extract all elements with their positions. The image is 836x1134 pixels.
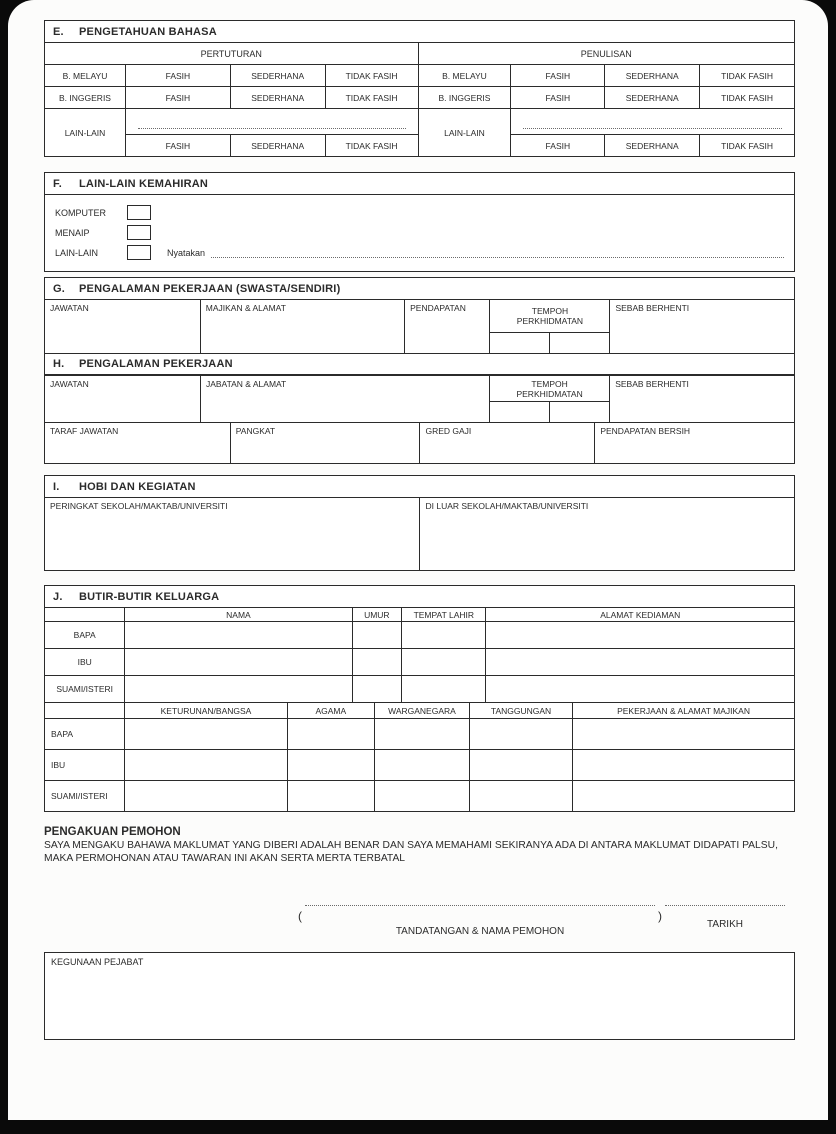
input-cell[interactable]	[375, 781, 469, 811]
option-melayu-writing-tidak-fasih[interactable]: TIDAK FASIH	[700, 65, 794, 86]
section-g-letter: G.	[53, 282, 66, 295]
row-label-suami-isteri: SUAMI/ISTERI	[45, 676, 124, 702]
checkbox-lain-lain[interactable]	[127, 245, 151, 260]
section-lain-lain-kemahiran	[44, 172, 795, 272]
input-cell[interactable]	[125, 719, 286, 749]
field-pangkat[interactable]	[231, 423, 420, 463]
section-h-title: PENGALAMAN PEKERJAAN	[79, 358, 233, 370]
input-cell[interactable]	[573, 719, 794, 749]
field-pendapatan-bersih[interactable]	[595, 423, 794, 463]
input-cell[interactable]	[125, 649, 351, 675]
section-f-title: LAIN-LAIN KEMAHIRAN	[79, 177, 209, 190]
input-cell[interactable]	[375, 719, 469, 749]
skill-label-menaip: MENAIP	[55, 227, 90, 238]
language-table	[45, 43, 794, 156]
declaration-title: PENGAKUAN PEMOHON	[44, 826, 181, 838]
signature-fill-line[interactable]	[305, 905, 655, 906]
option-inggeris-writing-tidak-fasih[interactable]: TIDAK FASIH	[700, 87, 794, 108]
skill-row-menaip	[55, 224, 784, 241]
field-hobi-sekolah[interactable]	[45, 498, 419, 570]
section-hobi-dan-kegiatan	[44, 475, 795, 571]
input-cell[interactable]	[402, 622, 485, 648]
lain-lain-writing-fill[interactable]	[511, 109, 794, 134]
g-experience-row	[45, 300, 794, 353]
option-lain-speaking-tidak-fasih[interactable]: TIDAK FASIH	[326, 135, 418, 156]
input-cell[interactable]	[573, 750, 794, 780]
field-label-peringkat-sekolah: PERINGKAT SEKOLAH/MAKTAB/UNIVERSITI	[50, 501, 228, 511]
input-cell[interactable]	[288, 750, 374, 780]
skill-row-komputer	[55, 204, 784, 221]
column-header-tanggungan: TANGGUNGAN	[470, 703, 572, 718]
option-melayu-writing-sederhana[interactable]: SEDERHANA	[605, 65, 699, 86]
form-page	[8, 0, 828, 1120]
field-label-tempoh-perkhidmatan: TEMPOH PERKHIDMATAN	[516, 306, 584, 326]
section-j-letter: J.	[53, 590, 63, 603]
input-cell[interactable]	[288, 781, 374, 811]
input-cell[interactable]	[125, 676, 351, 702]
tempoh-from-cell[interactable]	[490, 402, 549, 422]
input-cell[interactable]	[486, 676, 794, 702]
input-cell[interactable]	[353, 649, 402, 675]
option-melayu-writing-fasih[interactable]: FASIH	[511, 65, 604, 86]
section-pengalaman-pekerjaan	[44, 277, 795, 464]
row-label-bapa: BAPA	[45, 719, 124, 749]
tempoh-split-row	[490, 401, 609, 422]
option-lain-speaking-fasih[interactable]: FASIH	[126, 135, 230, 156]
tempoh-to-cell[interactable]	[549, 402, 609, 422]
column-group-penulisan: PENULISAN	[419, 43, 794, 64]
input-cell[interactable]	[470, 781, 572, 811]
section-g-title: PENGALAMAN PEKERJAAN (SWASTA/SENDIRI)	[79, 282, 341, 295]
section-j-header	[45, 586, 794, 608]
input-cell[interactable]	[353, 622, 402, 648]
field-g-jawatan[interactable]	[45, 300, 200, 353]
option-melayu-speaking-fasih[interactable]: FASIH	[126, 65, 230, 86]
section-i-letter: I.	[53, 480, 60, 493]
row-label-inggeris-speaking: B. INGGERIS	[45, 87, 125, 108]
family-table-2	[45, 702, 794, 811]
column-header-pekerjaan-alamat-majikan: PEKERJAAN & ALAMAT MAJIKAN	[573, 703, 794, 718]
section-e-letter: E.	[53, 25, 64, 38]
input-cell[interactable]	[402, 676, 485, 702]
section-h-letter: H.	[53, 358, 65, 370]
tempoh-to-cell[interactable]	[549, 333, 609, 353]
section-f-letter: F.	[53, 177, 62, 190]
dotted-fill-line[interactable]	[523, 114, 782, 129]
input-cell[interactable]	[125, 781, 286, 811]
nyatakan-fill-line[interactable]	[211, 248, 784, 258]
input-cell[interactable]	[375, 750, 469, 780]
corner-cell	[45, 703, 124, 718]
option-inggeris-writing-fasih[interactable]: FASIH	[511, 87, 604, 108]
field-h-jabatan-alamat[interactable]	[201, 376, 489, 422]
field-label-taraf-jawatan: TARAF JAWATAN	[50, 426, 119, 436]
row-label-suami-isteri: SUAMI/ISTERI	[45, 781, 124, 811]
field-label-tempoh-perkhidmatan: TEMPOH PERKHIDMATAN	[516, 378, 583, 399]
option-inggeris-writing-sederhana[interactable]: SEDERHANA	[605, 87, 699, 108]
field-taraf-jawatan[interactable]	[45, 423, 230, 463]
option-lain-writing-fasih[interactable]: FASIH	[511, 135, 604, 156]
option-lain-writing-sederhana[interactable]: SEDERHANA	[605, 135, 699, 156]
checkbox-menaip[interactable]	[127, 225, 151, 240]
row-label-lain-lain-writing: LAIN-LAIN	[419, 109, 511, 156]
declaration-body: SAYA MENGAKU BAHAWA MAKLUMAT YANG DIBERI ADALAH BENAR DAN SAYA MEMAHAMI SEKIRANYA ADA DI ANTARA MAKLUMAT DIDAPATI PALSU, MAKA PERMOHONAN ATAU TAWARAN INI AKAN SERTA MERTA TERBATAL	[44, 840, 778, 864]
option-melayu-speaking-tidak-fasih[interactable]: TIDAK FASIH	[326, 65, 418, 86]
input-cell[interactable]	[402, 649, 485, 675]
section-f-header	[45, 173, 794, 195]
column-header-alamat-kediaman: ALAMAT KEDIAMAN	[486, 608, 794, 621]
field-label-jawatan: JAWATAN	[50, 379, 89, 389]
field-label-sebab-berhenti: SEBAB BERHENTI	[615, 379, 689, 389]
nyatakan-label: Nyatakan	[167, 247, 206, 258]
section-g-header	[45, 278, 794, 300]
tempoh-from-cell[interactable]	[490, 333, 549, 353]
field-hobi-luar-sekolah[interactable]	[420, 498, 794, 570]
field-h-jawatan[interactable]	[45, 376, 200, 422]
field-g-majikan-alamat[interactable]	[201, 300, 404, 353]
skills-list	[45, 195, 794, 271]
skill-label-lain-lain: LAIN-LAIN	[55, 247, 99, 258]
option-inggeris-speaking-sederhana[interactable]: SEDERHANA	[231, 87, 325, 108]
field-g-tempoh-perkhidmatan	[490, 300, 609, 353]
input-cell[interactable]	[288, 719, 374, 749]
input-cell[interactable]	[486, 649, 794, 675]
field-label-majikan-alamat: MAJIKAN & ALAMAT	[205, 303, 286, 313]
checkbox-komputer[interactable]	[127, 205, 151, 220]
section-j-title: BUTIR-BUTIR KELUARGA	[79, 590, 220, 603]
field-h-tempoh-perkhidmatan	[490, 376, 609, 422]
open-paren: (	[298, 909, 302, 923]
column-header-agama: AGAMA	[288, 703, 374, 718]
section-i-title: HOBI DAN KEGIATAN	[79, 480, 196, 493]
field-label-pendapatan-bersih: PENDAPATAN BERSIH	[600, 426, 691, 436]
input-cell[interactable]	[125, 622, 351, 648]
input-cell[interactable]	[486, 622, 794, 648]
close-paren: )	[658, 909, 662, 923]
office-use-label: KEGUNAAN PEJABAT	[51, 957, 144, 967]
signature-paren-row	[298, 909, 662, 923]
field-label-gred-gaji: GRED GAJI	[425, 426, 472, 436]
field-label-jawatan: JAWATAN	[50, 303, 89, 313]
row-label-ibu: IBU	[45, 750, 124, 780]
field-label-pendapatan: PENDAPATAN	[410, 303, 466, 313]
option-inggeris-speaking-fasih[interactable]: FASIH	[126, 87, 230, 108]
corner-cell	[45, 608, 124, 621]
row-label-ibu: IBU	[45, 649, 124, 675]
option-lain-writing-tidak-fasih[interactable]: TIDAK FASIH	[700, 135, 794, 156]
field-label-pangkat: PANGKAT	[235, 426, 276, 436]
field-g-pendapatan[interactable]	[405, 300, 489, 353]
section-e-header	[45, 21, 794, 43]
tempoh-split-row	[490, 332, 609, 353]
dotted-fill-line[interactable]	[138, 114, 406, 129]
skill-row-lain-lain	[55, 244, 784, 261]
h-detail-row	[45, 422, 794, 463]
field-label-sebab-berhenti: SEBAB BERHENTI	[615, 303, 690, 313]
hobby-table	[45, 498, 794, 570]
section-i-header	[45, 476, 794, 498]
h-experience-row	[45, 375, 794, 422]
field-label-di-luar-sekolah: DI LUAR SEKOLAH/MAKTAB/UNIVERSITI	[425, 501, 589, 511]
section-e-title: PENGETAHUAN BAHASA	[79, 25, 217, 38]
row-label-inggeris-writing: B. INGGERIS	[419, 87, 511, 108]
option-melayu-speaking-sederhana[interactable]: SEDERHANA	[231, 65, 325, 86]
row-label-melayu-writing: B. MELAYU	[419, 65, 511, 86]
section-butir-butir-keluarga	[44, 585, 795, 812]
input-cell[interactable]	[353, 676, 402, 702]
field-g-sebab-berhenti[interactable]	[610, 300, 794, 353]
column-header-tempat-lahir: TEMPAT LAHIR	[402, 608, 485, 621]
column-header-warganegara: WARGANEGARA	[375, 703, 469, 718]
row-label-bapa: BAPA	[45, 622, 124, 648]
input-cell[interactable]	[470, 750, 572, 780]
column-header-keturunan-bangsa: KETURUNAN/BANGSA	[125, 703, 286, 718]
column-header-umur: UMUR	[353, 608, 402, 621]
row-label-lain-lain-speaking: LAIN-LAIN	[45, 109, 125, 156]
family-table-1	[45, 608, 794, 702]
lain-lain-speaking-fill[interactable]	[126, 109, 418, 134]
declaration-block	[44, 826, 792, 865]
row-label-melayu-speaking: B. MELAYU	[45, 65, 125, 86]
section-h-header	[45, 353, 794, 375]
input-cell[interactable]	[573, 781, 794, 811]
signature-label: TANDATANGAN & NAMA PEMOHON	[395, 926, 565, 937]
option-lain-speaking-sederhana[interactable]: SEDERHANA	[231, 135, 325, 156]
section-pengetahuan-bahasa	[44, 20, 795, 157]
field-h-sebab-berhenti[interactable]	[610, 376, 794, 422]
column-group-pertuturan: PERTUTURAN	[45, 43, 418, 64]
option-inggeris-speaking-tidak-fasih[interactable]: TIDAK FASIH	[326, 87, 418, 108]
field-gred-gaji[interactable]	[420, 423, 594, 463]
date-fill-line[interactable]	[665, 905, 785, 906]
section-kegunaan-pejabat[interactable]	[44, 952, 795, 1040]
skill-label-komputer: KOMPUTER	[55, 207, 107, 218]
field-label-jabatan-alamat: JABATAN & ALAMAT	[205, 379, 287, 389]
input-cell[interactable]	[470, 719, 572, 749]
column-header-nama: NAMA	[125, 608, 351, 621]
date-label: TARIKH	[707, 919, 743, 930]
input-cell[interactable]	[125, 750, 286, 780]
